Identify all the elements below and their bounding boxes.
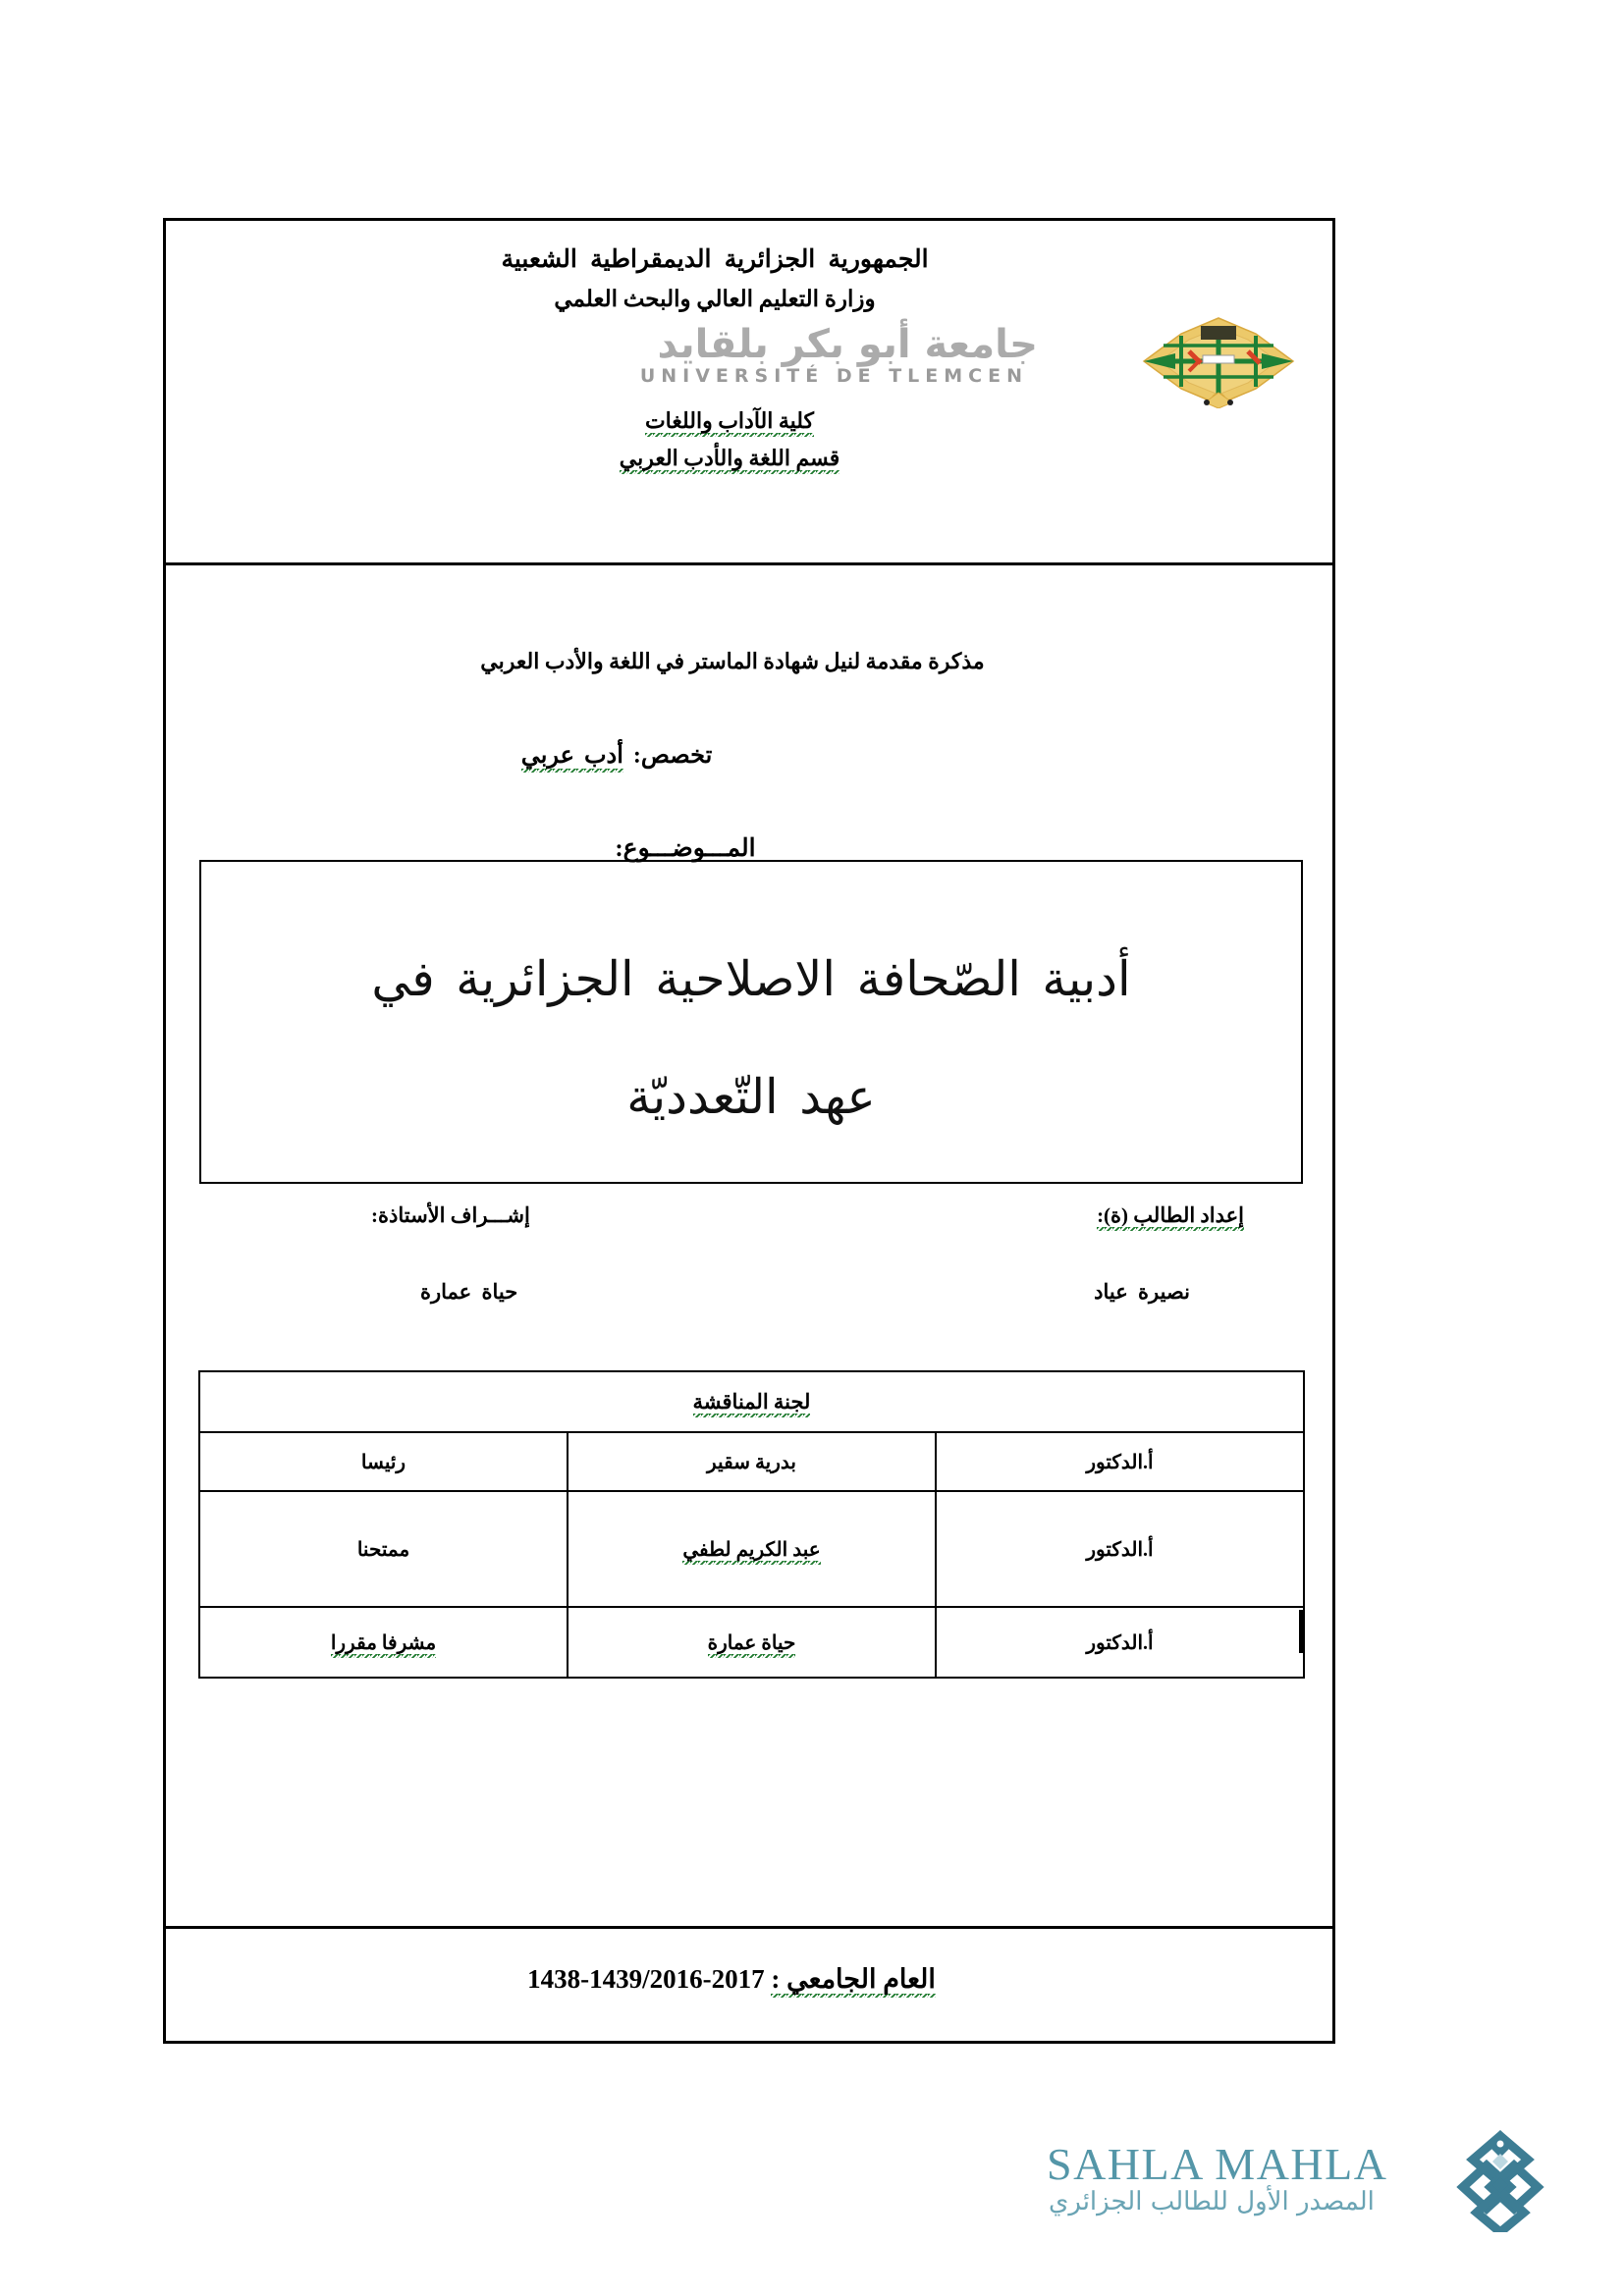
brand-name-text: SAHLA MAHLA: [1047, 2139, 1388, 2189]
table-row-header: [199, 1371, 1304, 1432]
jury-role-cell: مشرفا مقررا: [199, 1607, 568, 1678]
university-emblem-icon: [1130, 314, 1307, 408]
jury-title-cell: أ.الدكتور: [936, 1491, 1304, 1607]
table-row: [199, 1491, 1304, 1607]
supervisor-name: حياة عمارة: [420, 1280, 518, 1304]
people-row: [199, 1203, 1303, 1361]
document-header-block: [166, 221, 1332, 565]
academic-year-value: 1438-1439/2016-2017: [527, 1964, 765, 1994]
thesis-title-box: [199, 860, 1303, 1184]
department-label: قسم اللغة والأدب العربي: [620, 446, 839, 474]
specialization-label: تخصص:: [632, 743, 713, 769]
country-line: الجمهورية الجزائرية الديمقراطية الشعبية: [501, 246, 929, 273]
student-name: نصيرة عياد: [1094, 1280, 1190, 1304]
jury-name-cell: عبد الكريم لطفي: [568, 1491, 936, 1607]
jury-role-cell: رئيسا: [199, 1432, 568, 1491]
document-footer-block: [166, 1926, 1332, 2041]
academic-year-label: العام الجامعي :: [771, 1964, 936, 1998]
student-label: إعداد الطالب (ة):: [1097, 1203, 1244, 1228]
academic-year-line: [166, 1964, 1332, 1995]
jury-name-cell: بدرية سقير: [568, 1432, 936, 1491]
faculty-label: كلية الآداب واللغات: [645, 408, 814, 437]
specialization-line: [166, 741, 1332, 770]
brand-tagline-text: المصدر الأول للطالب الجزائري: [1049, 2187, 1375, 2216]
jury-table-header-cell: لجنة المناقشة: [199, 1371, 1304, 1432]
jury-table-wrapper: [198, 1370, 1305, 1679]
jury-title-cell: أ.الدكتور: [936, 1607, 1304, 1678]
subject-label: المـــوضـــوع:: [615, 835, 756, 862]
ministry-line: وزارة التعليم العالي والبحث العلمي: [554, 287, 876, 311]
thesis-title-line-1: أدبية الصّحافة الاصلاحية الجزائرية في: [371, 951, 1131, 1007]
department-line: [166, 446, 1332, 471]
jury-role-cell: ممتحنا: [199, 1491, 568, 1607]
specialization-value: أدب عربي: [521, 743, 623, 773]
jury-name-cell: حياة عمارة: [568, 1607, 936, 1678]
thesis-title-line-2: عهد التّعدديّة: [626, 1068, 876, 1125]
sahla-mahla-logo-icon: [1453, 2130, 1547, 2232]
document-body-block: [166, 565, 1332, 1926]
table-row: [199, 1607, 1304, 1678]
table-row: [199, 1432, 1304, 1491]
university-identity-row: [166, 320, 1332, 404]
sahla-mahla-brand: [1041, 2132, 1551, 2260]
degree-statement: مذكرة مقدمة لنيل شهادة الماستر في اللغة والأدب العربي: [480, 649, 985, 673]
jury-table: [198, 1370, 1305, 1679]
jury-title-cell: أ.الدكتور: [936, 1432, 1304, 1491]
supervisor-label: إشـــراف الأستاذة:: [371, 1203, 530, 1227]
university-name-arabic: جامعة أبو بكر بلقايد: [657, 322, 1038, 367]
university-name-french: UNIVERSITÉ DE TLEMCEN: [639, 365, 1028, 387]
page-edge-tick-mark: [1299, 1610, 1303, 1653]
document-page-frame: [163, 218, 1335, 2044]
faculty-line: [166, 408, 1332, 434]
